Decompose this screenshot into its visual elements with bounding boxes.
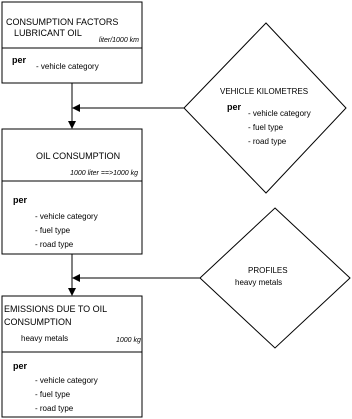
- vehicle-kilometres-per-label: per: [227, 102, 242, 112]
- oil-consumption-item: - road type: [35, 240, 74, 249]
- emissions-per-label: per: [13, 361, 28, 371]
- vehicle-kilometres-item: - vehicle category: [248, 109, 311, 118]
- consumption-factors-title-line1: CONSUMPTION FACTORS: [6, 17, 119, 27]
- emissions-item: - vehicle category: [35, 376, 98, 385]
- oil-consumption-unit: 1000 liter ==>1000 kg: [70, 170, 138, 177]
- emissions-box: [2, 296, 142, 417]
- consumption-factors-title-line2: LUBRICANT OIL: [14, 28, 82, 38]
- vehicle-kilometres-item: - road type: [248, 137, 287, 146]
- oil-consumption-per-label: per: [13, 195, 28, 205]
- emissions-subtitle: heavy metals: [21, 334, 69, 343]
- consumption-factors-per-label: per: [12, 55, 27, 65]
- consumption-factors-unit: liter/1000 km: [98, 37, 139, 44]
- consumption-factors-item: - vehicle category: [36, 62, 99, 71]
- oil-consumption-item: - fuel type: [35, 226, 71, 235]
- oil-consumption-title: OIL CONSUMPTION: [36, 151, 121, 161]
- oil-consumption-box: [2, 129, 142, 254]
- emissions-unit: 1000 kg: [116, 337, 141, 344]
- oil-consumption-item: - vehicle category: [35, 212, 98, 221]
- profiles-title: PROFILES: [248, 266, 288, 275]
- vehicle-kilometres-title: VEHICLE KILOMETRES: [220, 87, 309, 96]
- emissions-title-line2: CONSUMPTION: [4, 317, 72, 327]
- emissions-item: - road type: [35, 404, 74, 413]
- vehicle-kilometres-item: - fuel type: [248, 123, 284, 132]
- emissions-item: - fuel type: [35, 390, 71, 399]
- emissions-title-line1: EMISSIONS DUE TO OIL: [4, 304, 108, 314]
- vehicle-kilometres-diamond: [184, 23, 346, 193]
- profiles-subtitle: heavy metals: [235, 278, 283, 287]
